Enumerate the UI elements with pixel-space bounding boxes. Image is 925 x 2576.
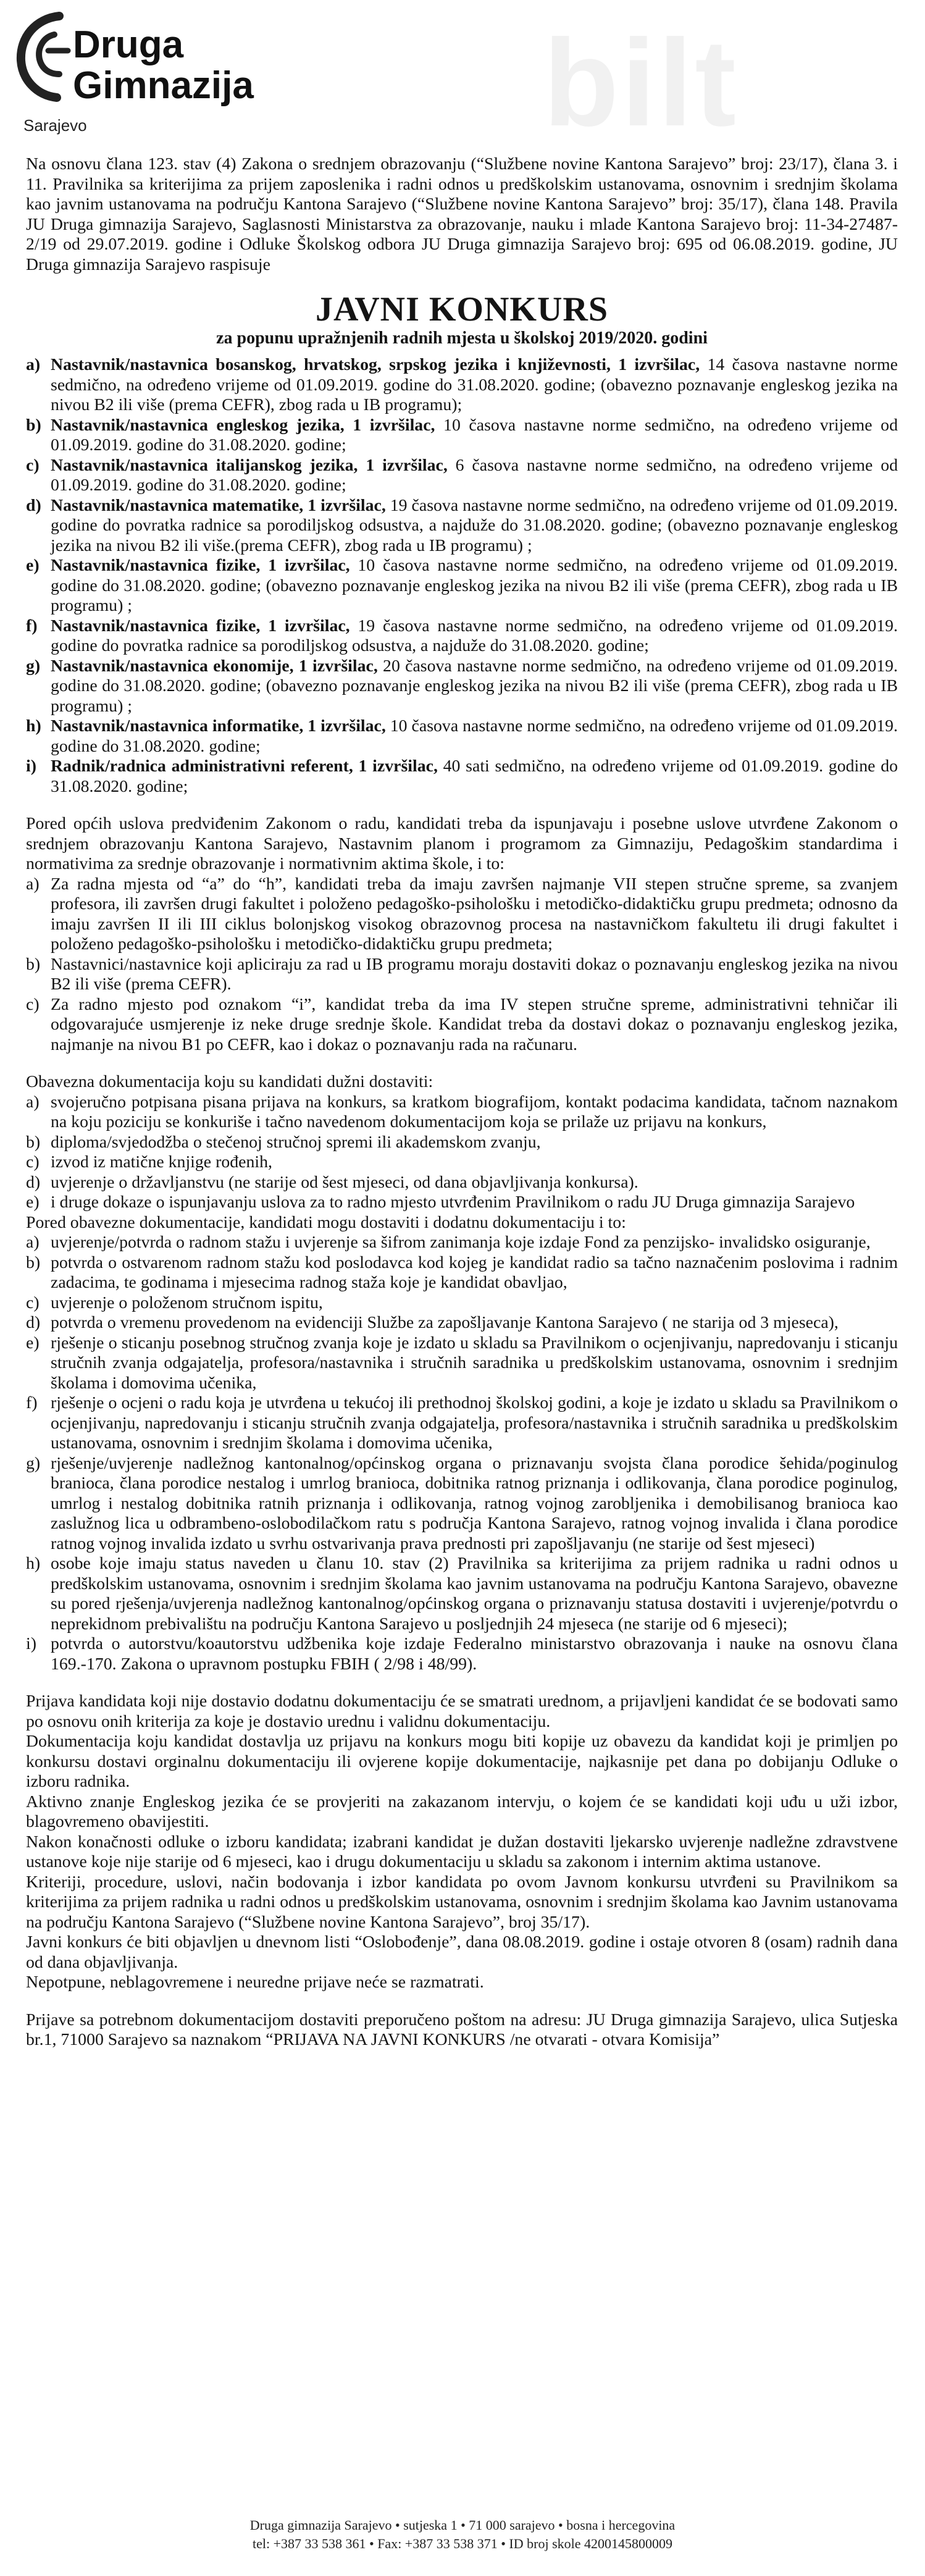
position-details: 10 časova nastavne norme sedmično, na određeno vrijeme od 01.09.2019. godine do 31.08.2020. godine; [51,716,898,756]
additional-doc-item [26,1333,898,1394]
page-footer [0,2516,925,2553]
mandatory-doc-text: uvjerenje o državljanstvu (ne starije od šest mjeseci, od dana objavljivanja konkursa). [51,1172,638,1192]
mandatory-doc-label: e) [26,1193,40,1212]
closing-paragraph: Javni konkurs će biti objavljen u dnevnom listi “Oslobođenje”, dana 08.08.2019. godine i ostaje otvoren 8 (osam) radnih dana od dana objavljivanja. [26,1932,898,1972]
additional-doc-text: rješenje/uvjerenje nadležnog kantonalnog/općinskog organa o priznavanju svojsta člana porodice šehida/poginulog branioca, člana porodice nestalog i umrlog branioca, dobitnika ratnog priznanja i odlikovanja, člana porodice poginulog, umrlog i nestalog dobitnika ratnih priznanja i odlikovanja, ratnog vojnog zarobljenika i demobilisanog branioca kao zaslužnog lica u odbrambeno-oslobodilačkom ratu s područja Kantona Sarajevo, ratnog vojnog invalida i člana porodice ratnog vojnog invalida izdato u svrhu ostvarivanja prava prednosti pri zapošljavanju (ne starije od šest mjeseci) [51,1453,898,1553]
mandatory-doc-label: b) [26,1132,41,1152]
additional-docs-list [26,1233,898,1674]
condition-item [26,875,898,955]
submission-address: Prijave sa potrebnom dokumentacijom dostaviti preporučeno poštom na adresu: JU Druga gimnazija Sarajevo, ulica Sutjeska br.1, 71000 Sarajevo sa naznakom “PRIJAVA NA JAVNI KONKURS /ne otvarati - otvara Komisija” [26,2010,898,2049]
additional-docs-intro: Pored obavezne dokumentacije, kandidati mogu dostaviti i dodatnu dokumentaciju i to: [26,1212,626,1232]
additional-doc-label: a) [26,1233,40,1252]
additional-doc-label: d) [26,1313,41,1332]
additional-doc-text: uvjerenje/potvrda o radnom stažu i uvjerenje sa šifrom zanimanja koje izdaje Fond za penzijsko- invalidsko osiguranje, [51,1233,871,1252]
additional-doc-label: i) [26,1634,36,1653]
additional-doc-text: osobe koje imaju status naveden u članu 10. stav (2) Pravilnika sa kriterijima za prijem radnika u radni odnos u predškolskim ustanovama, osnovnim i srednjim školama kao javnim ustanovama na području Kantona Sarajevo, obavezne su pored rješenja/uvjerenja nadležnog kantonalnog/općinskog organa o priznavanju statusa dostaviti i uvjerenje/potvrdu o neprekidnom prebivalištu na području Kantona Sarajevo u posljednjih 24 mjeseca (ne starije od 6 mjeseci); [51,1554,898,1634]
closing-paragraph: Prijava kandidata koji nije dostavio dodatnu dokumentaciju će se smatrati urednom, a prijavljeni kandidat će se bodovati samo po osnovu onih kriterija za koje je dostavio urednu i validnu dokumentaciju. [26,1692,898,1731]
mandatory-docs-intro: Obavezna dokumentacija koju su kandidati dužni dostaviti: [26,1072,433,1091]
mandatory-doc-text: svojeručno potpisana pisana prijava na konkurs, sa kratkom biografijom, kontakt podacima kandidata, tačnom naznakom na koju poziciju se konkuriše i tačno navedenom dokumentacijom koja se prilaže uz prijavu na konkurs, [51,1092,898,1131]
position-details: 14 časova nastavne norme sedmično, na određeno vrijeme od 01.09.2019. godine do 31.08.2020. godine; (obavezno poznavanje engleskog jezika na nivou B2 ili više (prema CEFR), zbog rada u IB programu); [51,355,898,414]
mandatory-docs-list [26,1093,898,1213]
logo-line1: Druga [73,23,184,66]
additional-doc-item [26,1634,898,1674]
additional-doc-item [26,1233,898,1253]
logo-wordmark [73,25,254,106]
additional-doc-item [26,1293,898,1314]
position-details: 19 časova nastavne norme sedmično, na određeno vrijeme od 01.09.2019. godine do povratka radnice sa porodiljskog odsustva, a najduže do 31.08.2020. godine; [51,616,898,655]
additional-doc-item [26,1313,898,1333]
mandatory-doc-item [26,1173,898,1193]
position-title: Nastavnik/nastavnica fizike, 1 izvršilac, [51,616,350,636]
additional-doc-text: uvjerenje o položenom stručnom ispitu, [51,1293,323,1312]
position-item [26,556,898,616]
position-title: Nastavnik/nastavnica matematike, 1 izvršilac, [51,495,386,515]
position-label: a) [26,355,41,374]
position-item [26,757,898,797]
position-label: b) [26,415,41,435]
positions-list [26,355,898,797]
mandatory-doc-item [26,1093,898,1133]
footer-contact-line: tel: +387 33 538 361 • Fax: +387 33 538 371 • ID broj skole 4200145800009 [252,2536,673,2551]
conditions-list [26,875,898,1055]
position-title: Nastavnik/nastavnica engleskog jezika, 1 izvršilac, [51,415,435,435]
position-item [26,456,898,496]
condition-text: Za radno mjesto pod oznakom “i”, kandidat treba da ima IV stepen stručne spreme, administrativni tehničar ili odgovarajuće usmjerenje iz neke druge srednje škole. Kandidat treba da dostavi dokaz o poznavanju engleskog jezika, najmanje na nivou B1 po CEFR, kao i dokaz o poznavanju rada na računaru. [51,994,898,1054]
additional-doc-text: potvrda o autorstvu/koautorstvu udžbenika koje izdaje Federalno ministarstvo obrazovanja i nauke na osnovu člana 169.-170. Zakona o upravnom postupku FBIH ( 2/98 i 48/99). [51,1634,898,1674]
position-label: f) [26,616,38,636]
closing-paragraph: Dokumentacija koju kandidat dostavlja uz prijavu na konkurs mogu biti kopije uz obavezu da kandidat koji je primljen po konkursu dostavi orginalnu dokumentaciju ili ovjerene kopije dokumentacije, najkasnije pet dana po dobijanju Odluke o izboru radnika. [26,1732,898,1791]
position-item [26,616,898,657]
additional-doc-label: g) [26,1453,41,1473]
mandatory-doc-text: izvod iz matične knjige rođenih, [51,1152,272,1172]
intro-paragraph: Na osnovu člana 123. stav (4) Zakona o srednjem obrazovanju (“Službene novine Kantona Sarajevo” broj: 23/17), člana 3. i 11. Pravilnika sa kriterijima za prijem zaposlenika i radni odnos u predškolskim ustanovama, osnovnim i srednjim školama kao javnim ustanovama na području Kantona Sarajevo (“Službene novine Kantona Sarajevo” broj: 35/17), člana 148. Pravila JU Druga gimnazija Sarajevo, Saglasnosti Ministarstva za obrazovanje, nauku i mlade Kantona Sarajevo broj: 11-34-27487-2/19 od 29.07.2019. godine i Odluke Školskog odbora JU Druga gimnazija Sarajevo broj: 695 od 06.08.2019. godine, JU Druga gimnazija Sarajevo raspisuje [26,154,898,274]
additional-doc-label: f) [26,1393,38,1412]
additional-doc-text: rješenje o sticanju posebnog stručnog zvanja koje je izdato u skladu sa Pravilnikom o ocjenjivanju, napredovanju i sticanju stručnih zvanja odgajatelja, profesora/nastavnika i stručnih saradnika u predškolskim ustanovama, osnovnim i srednjim školama i domovima učenika, [51,1333,898,1393]
closing-paragraph: Kriteriji, procedure, uslovi, način bodovanja i izbor kandidata po ovom Javnom konkursu utvrđeni su Pravilnikom sa kriterijima za prijem radnika u radni odnos u predškolskim ustanovama, osnovnim i srednjim školama kao Javnim ustanovama na području Kantona Sarajevo (“Službene novine Kantona Sarajevo”, broj 35/17). [26,1872,898,1932]
additional-doc-item [26,1393,898,1454]
condition-text: Nastavnici/nastavnice koji apliciraju za rad u IB programu moraju dostaviti dokaz o poznavanju engleskog jezika na nivou B2 ili više (prema CEFR). [51,954,898,994]
closing-paragraph: Aktivno znanje Engleskog jezika će se provjeriti na zakazanom intervju, o kojem će se kandidati koji uđu u uži izbor, blagovremeno obavijestiti. [26,1792,898,1831]
position-details: 10 časova nastavne norme sedmično, na određeno vrijeme od 01.09.2019. godine do 31.08.2020. godine; [51,415,898,455]
logo-city: Sarajevo [23,116,87,135]
closing-notes [26,1692,898,1993]
position-label: e) [26,556,40,575]
school-logo [11,6,270,136]
condition-label: a) [26,874,40,894]
additional-doc-item [26,1454,898,1554]
position-label: i) [26,757,36,776]
additional-doc-text: rješenje o ocjeni o radu koja je utvrđena u tekućoj ili prethodnoj školskoj godini, a koje je izdato u skladu sa Pravilnikom o ocjenjivanju, napredovanju i sticanju stručnih zvanja odgajatelja, profesora/nastavnika i stručnih saradnika u predškolskim ustanovama, osnovnim i srednjim školama i domovima učenika, [51,1393,898,1453]
closing-paragraph: Nakon konačnosti odluke o izboru kandidata; izabrani kandidat je dužan dostaviti ljekarsko uvjerenje nadležne zdravstvene ustanove koje nije starije od 6 mjeseci, kao i drugu dokumentaciju u skladu sa zakonom i internim aktima ustanove. [26,1832,898,1871]
mandatory-doc-item [26,1133,898,1153]
mandatory-doc-item [26,1193,898,1213]
position-label: g) [26,656,41,676]
general-conditions-intro: Pored općih uslova predviđenim Zakonom o radu, kandidati treba da ispunjavaju i posebne uslove utvrđene Zakonom o srednjem obrazovanju Kantona Sarajevo, Nastavnim planom i programom za Gimnaziju, Pedagoškim standardima i normativima za srednje obrazovanje i normativnim aktima škole, i to: [26,814,898,873]
position-label: c) [26,455,40,475]
position-label: h) [26,716,41,736]
announcement-subtitle: za popunu upražnjenih radnih mjesta u školskoj 2019/2020. godini [216,329,708,348]
position-title: Nastavnik/nastavnica ekonomije, 1 izvršilac, [51,656,378,676]
position-title: Nastavnik/nastavnica bosanskog, hrvatskog, srpskog jezika i književnosti, 1 izvršilac, [51,355,700,374]
announcement-body [26,154,898,2050]
position-title: Nastavnik/nastavnica fizike, 1 izvršilac, [51,556,350,575]
additional-doc-text: potvrda o vremenu provedenom na evidenciji Službe za zapošljavanje Kantona Sarajevo ( ne starija od 3 mjeseca), [51,1313,839,1332]
mandatory-doc-label: d) [26,1172,41,1192]
additional-doc-label: c) [26,1293,40,1312]
condition-label: c) [26,994,40,1014]
condition-label: b) [26,954,41,974]
position-details: 6 časova nastavne norme sedmično, na određeno vrijeme od 01.09.2019. godine do 31.08.2020. godine; [51,455,898,495]
additional-doc-label: b) [26,1252,41,1272]
mandatory-doc-item [26,1152,898,1173]
position-item [26,716,898,757]
announcement-title: JAVNI KONKURS [315,290,609,329]
footer-address-line: Druga gimnazija Sarajevo • sutjeska 1 • 71 000 sarajevo • bosna i hercegovina [249,2517,676,2533]
condition-item [26,995,898,1055]
position-item [26,416,898,456]
additional-doc-item [26,1253,898,1293]
position-item [26,496,898,556]
position-title: Radnik/radnica administrativni referent, 1 izvršilac, [51,757,438,776]
additional-doc-label: e) [26,1333,40,1353]
position-details: 10 časova nastavne norme sedmično, na određeno vrijeme od 01.09.2019. godine do 31.08.2020. godine; (obavezno poznavanje engleskog jezika na nivou B2 ili više (prema CEFR), zbog rada u IB programu) ; [51,556,898,615]
condition-text: Za radna mjesta od “a” do “h”, kandidati treba da imaju završen najmanje VII stepen stručne spreme, sa zvanjem profesora, ili završen drugi fakultet i položeno pedagoško-psihološku i metodičko-didaktičku grupu predmeta; odnosno da imaju završen II ili III ciklus bolonjskog visokog obrazovnog procesa na nastavničkom fakultetu ili drugi fakultet i položeno pedagoško-psihološku i metodičko-didaktičku grupu predmeta; [51,874,898,954]
closing-paragraph: Nepotpune, neblagovremene i neuredne prijave neće se razmatrati. [26,1973,484,1992]
additional-doc-label: h) [26,1554,41,1573]
position-title: Nastavnik/nastavnica informatike, 1 izvršilac, [51,716,386,736]
condition-item [26,955,898,995]
position-details: 20 časova nastavne norme sedmično, na određeno vrijeme od 01.09.2019. godine do 31.08.2020. godine; (obavezno poznavanje engleskog jezika na nivou B2 ili više (prema CEFR), zbog rada u IB programu) ; [51,656,898,716]
logo-line2: Gimnazija [73,64,254,107]
background-watermark: bilt [543,14,739,152]
mandatory-doc-label: c) [26,1152,40,1172]
position-item [26,657,898,717]
position-title: Nastavnik/nastavnica italijanskog jezika, 1 izvršilac, [51,455,448,475]
position-details: 40 sati sedmično, na određeno vrijeme od 01.09.2019. godine do 31.08.2020. godine; [51,757,898,796]
mandatory-doc-label: a) [26,1092,40,1112]
mandatory-doc-text: diploma/svjedodžba o stečenoj stručnoj spremi ili akademskom zvanju, [51,1132,541,1152]
mandatory-doc-text: i druge dokaze o ispunjavanju uslova za to radno mjesto utvrđenim Pravilnikom o radu JU Druga gimnazija Sarajevo [51,1193,855,1212]
additional-doc-item [26,1554,898,1634]
position-item [26,355,898,416]
additional-doc-text: potvrda o ostvarenom radnom stažu kod poslodavca kod kojeg je kandidat radio sa tačno naznačenim poslovima i radnim zadacima, te godinama i mjesecima radnog staža koje je kandidat obavljao, [51,1252,898,1292]
position-details: 19 časova nastavne norme sedmično, na određeno vrijeme od 01.09.2019. godine do povratka radnice sa porodiljskog odsustva, a najduže do 31.08.2020. godine; (obavezno poznavanje engleskog jezika na nivou B2 ili više.(prema CEFR), zbog rada u IB programu) ; [51,495,898,555]
position-label: d) [26,495,41,515]
